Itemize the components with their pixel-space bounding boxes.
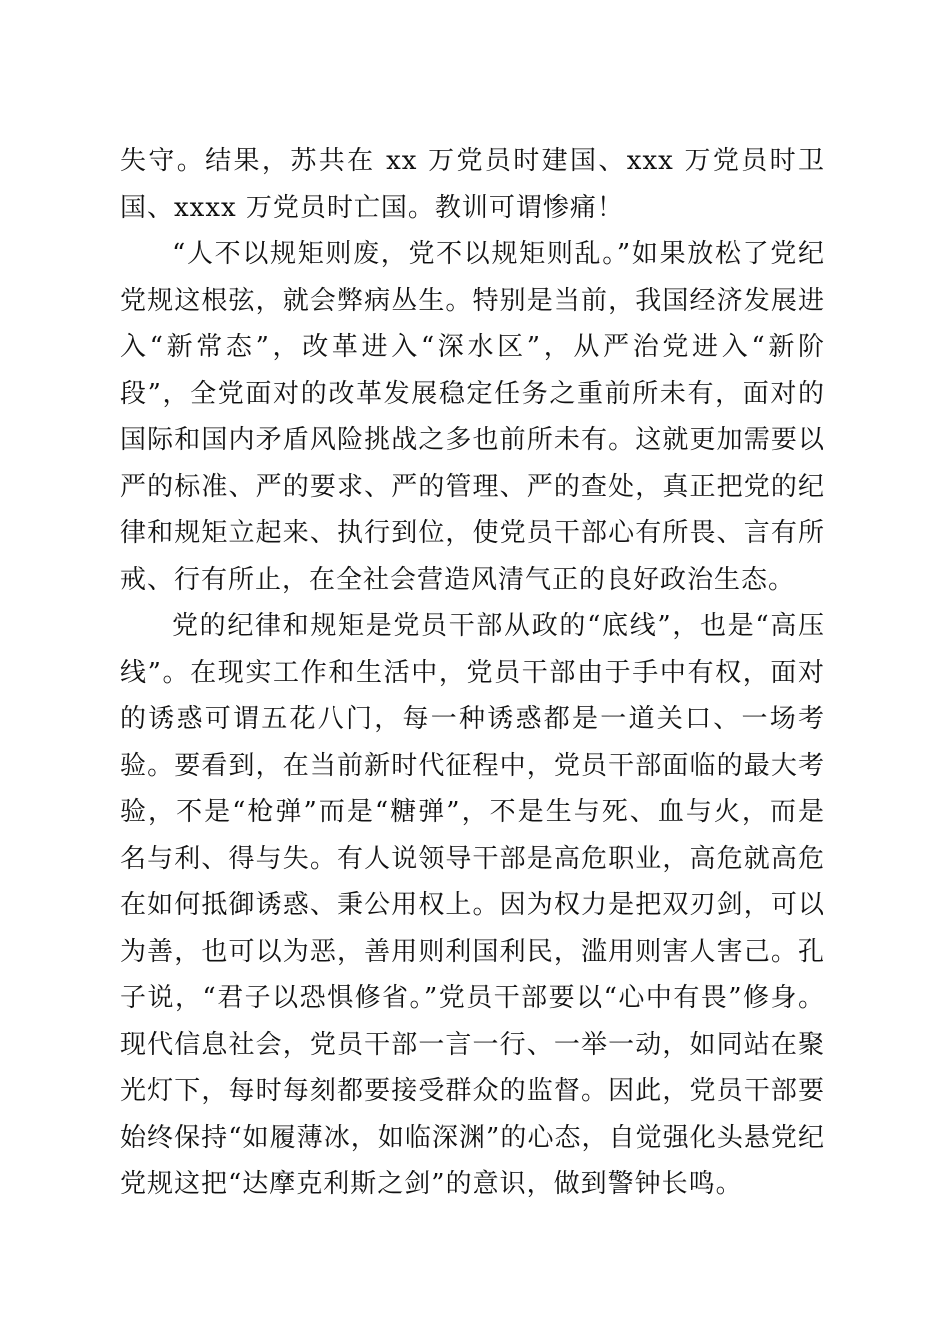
paragraph-bottom-line: 党的纪律和规矩是党员干部从政的“底线”，也是“高压线”。在现实工作和生活中，党员干部由于手中有权，面对的诱惑可谓五花八门，每一种诱惑都是一道关口、一场考验。要看到，在当前新时代征程中，党员干部面临的最大考验，不是“枪弹”而是“糖弹”，不是生与死、血与火，而是名与利、得与失。有人说领导干部是高危职业，高危就高危在如何抵御诱惑、秉公用权上。因为权力是把双刃剑，可以为善，也可以为恶，善用则利国利民，滥用则害人害己。孔子说，“君子以恐惧修省。”党员干部要以“心中有畏”修身。现代信息社会，党员干部一言一行、一举一动，如同站在聚光灯下，每时每刻都要接受群众的监督。因此，党员干部要始终保持“如履薄冰，如临深渊”的心态，自觉强化头悬党纪党规这把“达摩克利斯之剑”的意识，做到警钟长鸣。 [120,611,825,1199]
paragraph-continuation: 失守。结果，苏共在 xx 万党员时建国、xxx 万党员时卫国、xxxx 万党员时亡国。教训可谓惨痛！ [120,146,825,223]
document-body [120,138,825,1208]
paragraph-discipline-rules: “人不以规矩则废，党不以规矩则乱。”如果放松了党纪党规这根弦，就会弊病丛生。特别是当前，我国经济发展进入“新常态”，改革进入“深水区”，从严治党进入“新阶段”，全党面对的改革发展稳定任务之重前所未有，面对的国际和国内矛盾风险挑战之多也前所未有。这就更加需要以严的标准、严的要求、严的管理、严的查处，真正把党的纪律和规矩立起来、执行到位，使党员干部心有所畏、言有所戒、行有所止，在全社会营造风清气正的良好政治生态。 [120,239,825,595]
